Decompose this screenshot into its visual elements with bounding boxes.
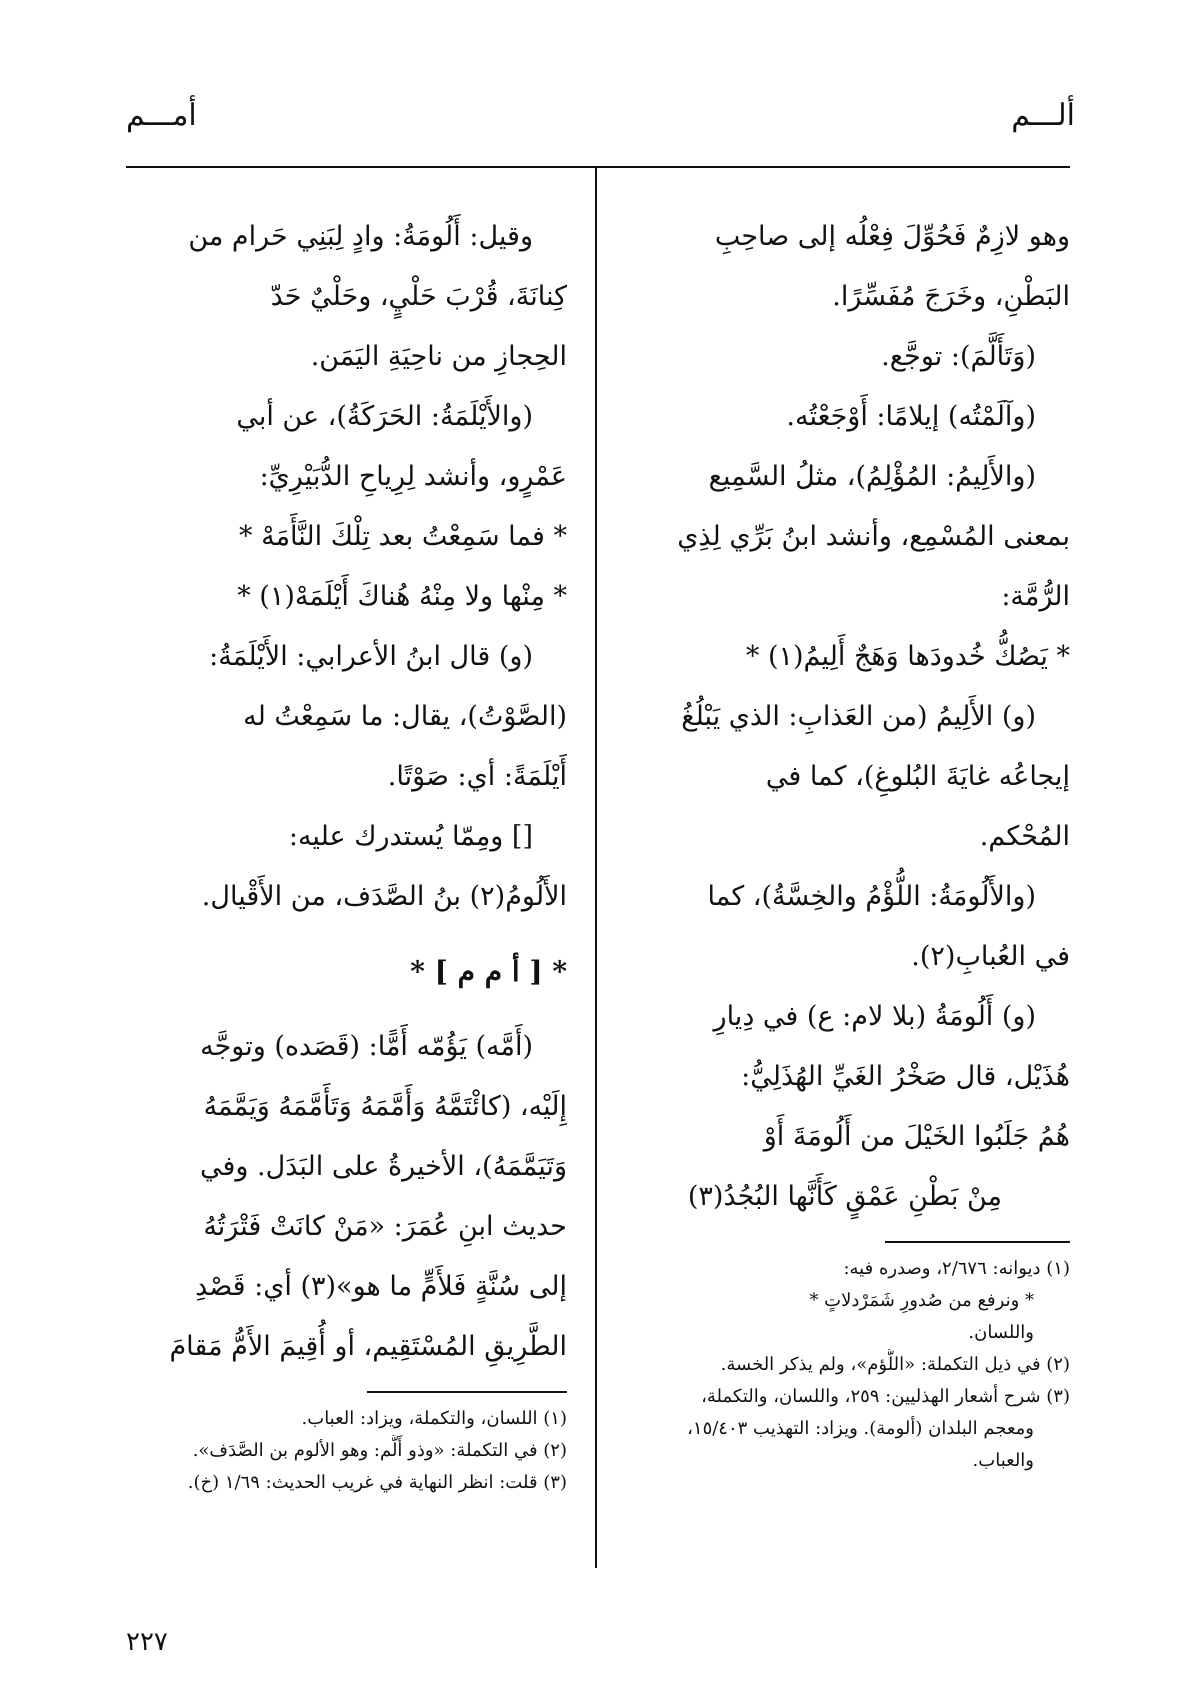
text-line: (و) الأَلِيمُ (من العَذابِ: الذي يَبْلُغُ [681,701,1036,732]
footnote-rule [367,1391,567,1393]
text-line: إيجاعُه غايَةَ البُلوغِ)، كما في [765,761,1070,792]
verse-line: * يَصُكُّ خُدودَها وَهَجٌ أَلِيمُ(١) * [745,641,1070,672]
footnote: (٣) قلت: انظر النهاية في غريب الحديث: ١/٦٩ (خ). [187,1472,567,1493]
column-divider [595,166,597,1568]
text-line: وَتَيَمَّمَهُ)، الأخيرةُ على البَدَل. وفي [199,1151,567,1182]
footnote-rule [885,1241,1070,1243]
text-line: [] ومِمّا يُستدرك عليه: [288,821,533,852]
text-line: في العُبابِ(٢). [911,941,1070,972]
text-line: (و) قال ابنُ الأعرابي: الأَيْلَمَةُ: [209,641,533,672]
footnote: (٢) في ذيل التكملة: «اللُّؤم»، ولم يذكر الخسة. [720,1354,1070,1375]
text-line: (والأَلُومَةُ: اللُّؤْمُ والخِسَّةُ)، كما [707,881,1036,912]
verse-line: * مِنْها ولا مِنْهُ هُناكَ أَيْلَمَهْ(١) * [237,581,567,612]
page-number: ٢٢٧ [126,1627,168,1657]
text-line: إِلَيْه، (كائْتَمَّهُ وَأَمَّمَهُ وَتَأَمَّمَهُ وَيَمَّمَهُ [203,1091,567,1122]
verse-line: مِنْ بَطْنِ عَمْقٍ كَأَنَّها البُجُدُ(٣) [687,1181,1002,1212]
text-line: وقيل: أَلُومَةُ: وادٍ لِبَنِي حَرام من [188,221,533,252]
text-line: وهو لازِمٌ فَحُوِّلَ فِعْلُه إلى صاحِبِ [714,221,1070,252]
footnote: (١) اللسان، والتكملة، ويزاد: العباب. [301,1408,567,1429]
footnote: (١) ديوانه: ٢/٦٧٦، وصدره فيه: [843,1258,1070,1279]
text-line: كِنانَةَ، قُرْبَ حَلْيٍ، وحَلْيٌ حَدّ [270,281,567,312]
left-column [126,207,567,1499]
footnote: * ونرفع من صُدورِ شَمَرْدلاتٍ * [809,1290,1034,1311]
running-head-left: أمـــم [126,98,197,133]
text-line: الأَلُومُ(٢) بنُ الصَّدَف، من الأَقْيال. [201,881,567,912]
text-line: (والأَيْلَمَةُ: الحَرَكَةُ)، عن أبي [236,401,533,432]
footnote: ومعجم البلدان (ألومة). ويزاد: التهذيب ١٥/٤٠٣، [687,1418,1034,1439]
text-line: الحِجازِ من ناحِيَةِ اليَمَن. [310,341,567,372]
text-line: (وآلَمْتُه) إيلامًا: أَوْجَعْتُه. [786,401,1036,432]
text-line: (و) أَلُومَةُ (بلا لام: ع) في دِيارِ [713,1001,1036,1032]
text-line: بمعنى المُسْمِع، وأنشد ابنُ بَرِّي لِذِي [677,521,1070,552]
footnote: (٣) شرح أشعار الهذليين: ٢٥٩، واللسان، والتكملة، [701,1386,1070,1407]
text-line: هُذَيْل، قال صَخْرُ الغَيِّ الهُذَلِيُّ: [741,1061,1070,1092]
text-line: الرُّمَّة: [1001,581,1070,612]
text-line: إلى سُنَّةٍ فَلأَمٍّ ما هو»(٣) أي: قَصْدِ [195,1271,567,1302]
text-line: عَمْرٍو، وأنشد لِرِياحِ الدُّبَيْرِيِّ: [259,461,567,492]
verse-line: هُمُ جَلَبُوا الخَيْلَ من أَلُومَةَ أَوْ [763,1121,1070,1152]
header-rule [126,166,1070,168]
text-line: المُحْكم. [979,821,1070,852]
right-column [623,207,1070,1477]
footnote: واللسان. [968,1322,1034,1343]
text-line: البَطْنِ، وخَرَجَ مُفَسِّرًا. [832,281,1070,312]
verse-line: * فما سَمِعْتُ بعد تِلْكَ النَّأَمَهْ * [239,521,567,552]
text-line: (وَتَأَلَّمَ): توجَّع. [881,341,1036,372]
entry-heading: * [ أ م م ] * [410,955,567,988]
footnote: والعباب. [972,1450,1034,1471]
text-line: حديث ابنِ عُمَرَ: «مَنْ كانَتْ فَتْرَتُهُ [203,1211,567,1242]
text-line: (أَمَّه) يَؤُمّه أَمًّا: (قَصَده) وتوجَّه [200,1031,533,1062]
running-head-right: ألـــم [1011,98,1075,133]
text-line: (الصَّوْتُ)، يقال: ما سَمِعْتُ له [243,701,567,732]
text-line: (والأَلِيمُ: المُؤْلِمُ)، مثلُ السَّمِيع [708,461,1036,492]
text-line: الطَّرِيقِ المُسْتَقِيم، أو أُقِيمَ الأَمُّ مَقامَ [169,1331,567,1362]
footnote: (٢) في التكملة: «وذو أَلَّم: وهو الألوم بن الصَّدَف». [192,1440,567,1461]
text-line: أَيْلَمَةً: أي: صَوْتًا. [387,761,567,792]
